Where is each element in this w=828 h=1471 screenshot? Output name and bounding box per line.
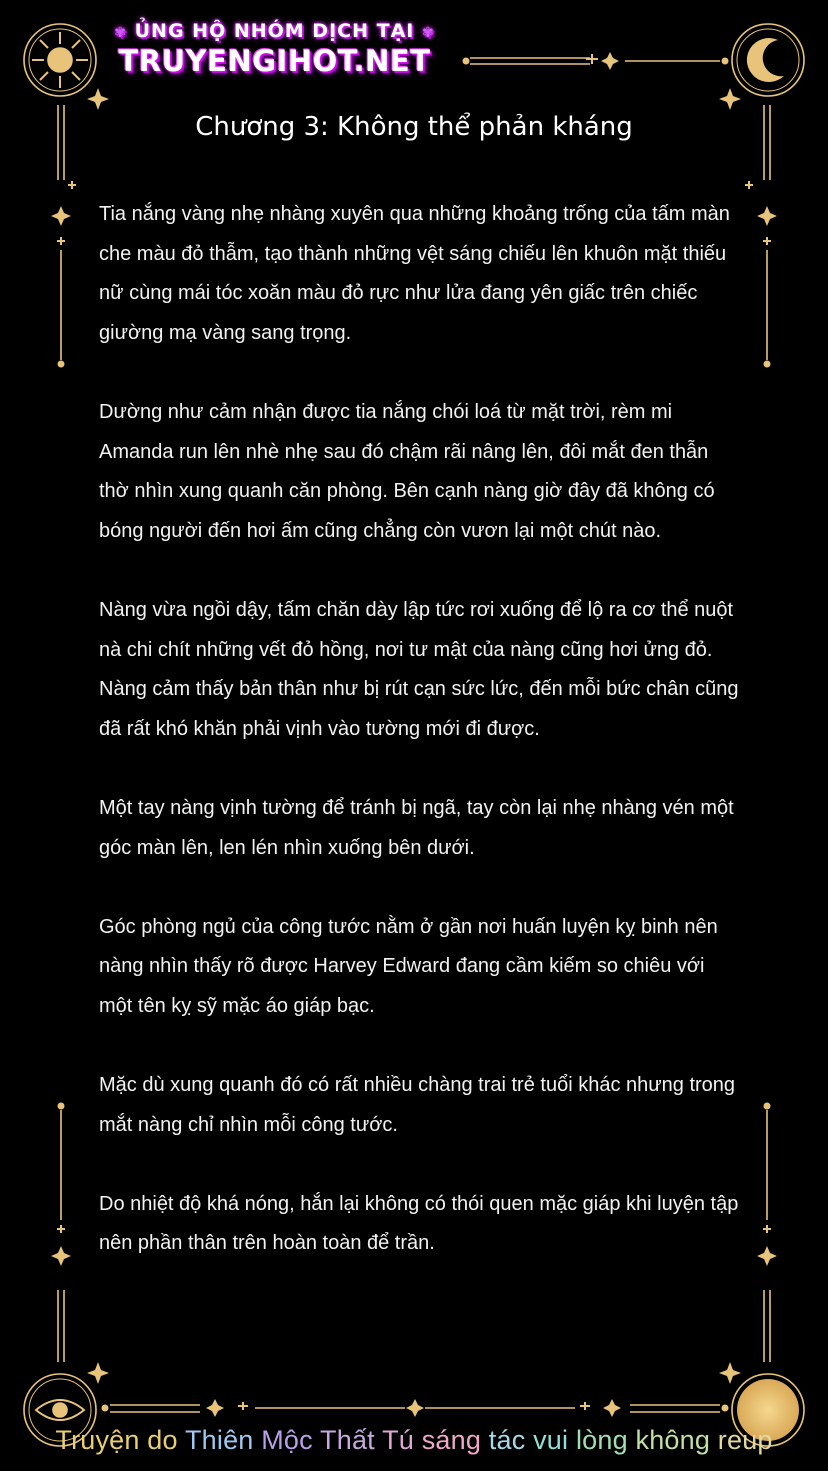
credit-footer — [0, 1425, 828, 1456]
paragraph: Dường như cảm nhận được tia nắng chói loá từ mặt trời, rèm mi Amanda run lên nhè nhẹ sau đó chậm rãi nâng lên, đôi mắt đen thẫn thờ nhìn xung quanh căn phòng. Bên cạnh nàng giờ đây đã không có bóng người đến hơi ấm cũng chẳng còn vươn lại một chút nào. — [99, 400, 715, 542]
paragraph: Do nhiệt độ khá nóng, hắn lại không có thói quen mặc giáp khi luyện tập nên phần thân trên hoàn toàn để trần. — [99, 1192, 739, 1255]
paragraph: Một tay nàng vịnh tường để tránh bị ngã, tay còn lại nhẹ nhàng vén một góc màn lên, len lén nhìn xuống bên dưới. — [99, 796, 734, 859]
paragraph: Nàng vừa ngồi dậy, tấm chăn dày lập tức rơi xuống để lộ ra cơ thể nuột nà chi chít những vết đỏ hồng, nơi tư mật của nàng cũng hơi ửng đỏ. Nàng cảm thấy bản thân như bị rút cạn sức lức, đến mỗi bức chân cũng đã rất khó khăn phải vịnh vào tường mới đi được. — [99, 598, 739, 740]
credit-word: Thất — [320, 1425, 375, 1455]
credit-word: tác — [488, 1425, 526, 1455]
flower-icon: ✾ — [114, 25, 127, 41]
credit-word: Tú — [382, 1425, 415, 1455]
chapter-title: Chương 3: Không thể phản kháng — [195, 112, 633, 142]
credit-word: Thiên — [184, 1425, 254, 1455]
moon-icon — [732, 24, 804, 96]
promo-banner — [102, 20, 447, 78]
chapter-body — [99, 195, 739, 1304]
promo-tagline-text: ỦNG HỘ NHÓM DỊCH TẠI — [134, 20, 415, 42]
credit-word: Truyện do — [55, 1425, 178, 1455]
paragraph: Tia nắng vàng nhẹ nhàng xuyên qua những khoảng trống của tấm màn che màu đỏ thẫm, tạo thành những vệt sáng chiếu lên khuôn mặt thiếu nữ cùng mái tóc xoăn màu đỏ rực như lửa đang yên giấc trên chiếc giường mạ vàng sang trọng. — [99, 203, 730, 344]
credit-word: không — [635, 1425, 711, 1455]
credit-word: reup — [717, 1425, 773, 1455]
promo-site-name: TRUYENGIHOT.NET — [118, 44, 431, 78]
sun-icon — [24, 24, 96, 96]
credit-word: Mộc — [261, 1425, 313, 1455]
flower-icon: ✾ — [421, 25, 435, 41]
paragraph: Mặc dù xung quanh đó có rất nhiều chàng trai trẻ tuổi khác nhưng trong mắt nàng chỉ nhìn mỗi công tước. — [99, 1074, 736, 1136]
promo-banner-tagline — [102, 20, 447, 42]
credit-word: lòng — [575, 1425, 628, 1455]
credit-word: vui — [533, 1425, 569, 1455]
paragraph: Góc phòng ngủ của công tước nằm ở gần nơi huấn luyện kỵ binh nên nàng nhìn thấy rõ được Harvey Edward đang cầm kiếm so chiêu với một tên kỵ sỹ mặc áo giáp bạc. — [99, 915, 718, 1017]
credit-word: sáng — [421, 1425, 482, 1455]
